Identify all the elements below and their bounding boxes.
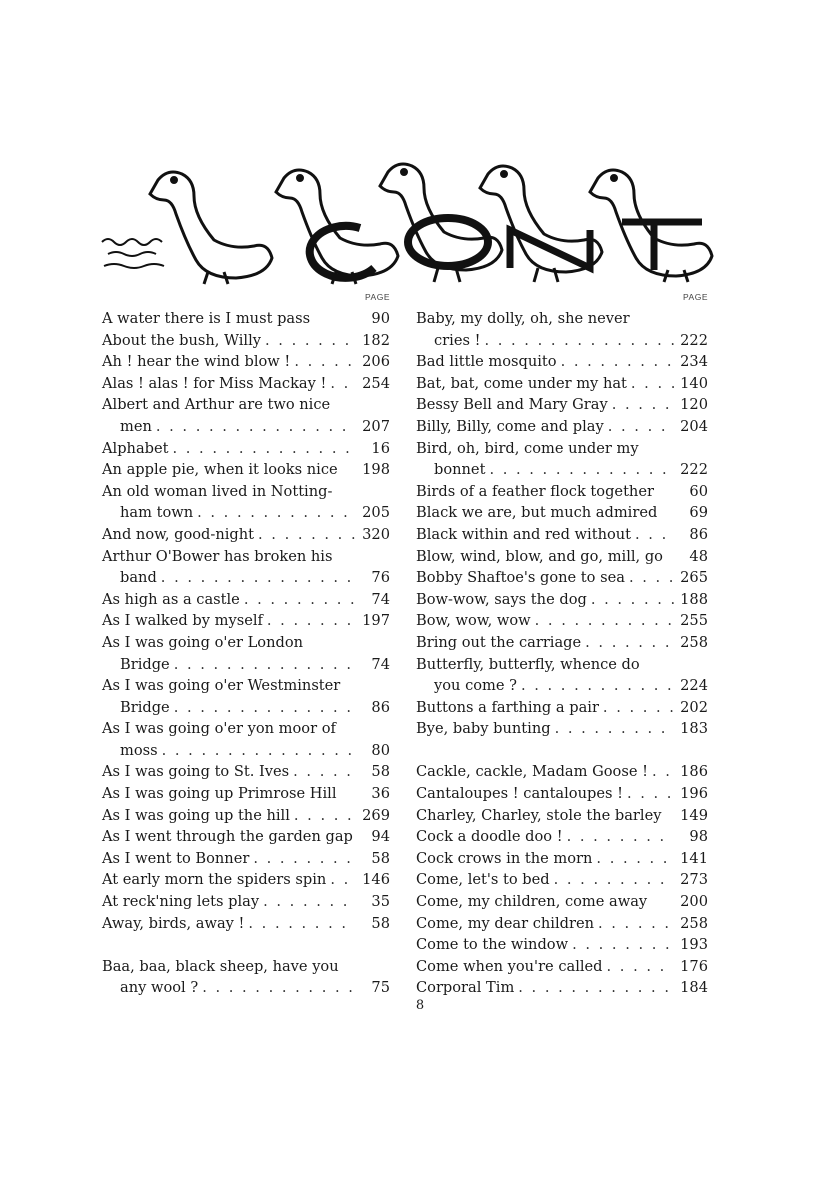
entry-title: Butterfly, butterfly, whence do <box>416 655 640 673</box>
ground-scribble-icon <box>102 239 164 268</box>
index-column-left <box>102 292 390 999</box>
entry-title: At reck'ning lets play <box>102 893 260 911</box>
entry-title: Bridge <box>120 655 170 673</box>
dot-leader <box>604 416 674 438</box>
entry-page-number: 206 <box>362 353 390 371</box>
entry-title: Come when you're called <box>416 957 603 975</box>
entry-page-number: 141 <box>680 849 708 867</box>
spacer <box>661 805 674 827</box>
dot-leader <box>648 761 674 783</box>
spacer <box>310 308 356 330</box>
index-entry <box>102 805 390 827</box>
index-entry <box>102 373 390 395</box>
entry-title: Bow-wow, says the dog <box>416 590 587 608</box>
goose-1-icon <box>150 172 272 284</box>
index-entry <box>416 891 708 913</box>
entry-title: Bridge <box>120 698 170 716</box>
goose-4-n-icon <box>480 166 602 282</box>
entry-title: And now, good-night <box>102 525 255 543</box>
dot-leader <box>480 330 674 352</box>
index-entry <box>102 546 390 589</box>
entry-title: Come, my children, come away <box>416 893 648 911</box>
spacer <box>337 783 356 805</box>
entry-page-number: 149 <box>680 806 708 824</box>
entry-page-number: 182 <box>362 331 390 349</box>
entry-page-number: 234 <box>680 353 708 371</box>
dot-leader <box>198 977 356 999</box>
dot-leader <box>261 330 356 352</box>
index-entry <box>102 848 390 870</box>
spacer <box>639 438 674 460</box>
index-entry <box>416 632 708 654</box>
entry-page-number: 255 <box>680 612 708 630</box>
entry-title: Bessy Bell and Mary Gray <box>416 396 608 414</box>
entry-title: Birds of a feather flock together <box>416 482 654 500</box>
index-entry <box>416 718 708 740</box>
entry-page-number: 183 <box>680 720 708 738</box>
entry-title: band <box>120 569 157 587</box>
entry-page-number: 146 <box>362 871 390 889</box>
spacer <box>663 546 674 568</box>
dot-leader <box>485 459 674 481</box>
index-entry <box>416 524 708 546</box>
index-entry <box>416 697 708 719</box>
dot-leader <box>170 654 356 676</box>
entry-page-placeholder <box>674 308 708 330</box>
index-entry <box>102 761 390 783</box>
page-column-label: PAGE <box>683 292 708 302</box>
goose-header-illustration <box>98 158 718 288</box>
dot-leader <box>608 394 674 416</box>
entry-page-number: 86 <box>689 525 708 543</box>
entry-title: As high as a castle <box>102 590 240 608</box>
entry-title: As I was going o'er yon moor of <box>102 720 336 738</box>
spacer <box>654 481 674 503</box>
entry-title: Blow, wind, blow, and go, mill, go <box>416 547 663 565</box>
entry-title: you come ? <box>434 677 517 695</box>
dot-leader <box>249 848 356 870</box>
index-column-right <box>416 292 708 999</box>
index-entry <box>416 805 708 827</box>
entry-page-placeholder <box>356 394 390 416</box>
entry-title: any wool ? <box>120 979 199 997</box>
dot-leader <box>152 416 356 438</box>
index-entry <box>416 308 708 351</box>
dot-leader <box>170 697 356 719</box>
dot-leader <box>557 351 674 373</box>
dot-leader <box>563 826 674 848</box>
dot-leader <box>550 869 674 891</box>
entry-page-number: 140 <box>680 374 708 392</box>
entry-title: Albert and Arthur are two nice <box>102 396 331 414</box>
dot-leader <box>599 697 674 719</box>
dot-leader <box>587 589 674 611</box>
index-entry <box>416 977 708 999</box>
dot-leader <box>531 610 674 632</box>
entry-page-number: 258 <box>680 633 708 651</box>
entry-page-number: 58 <box>371 763 390 781</box>
entry-page-number: 193 <box>680 936 708 954</box>
index-entry <box>102 610 390 632</box>
entry-page-placeholder <box>356 675 390 697</box>
entry-title: As I was going up the hill <box>102 806 290 824</box>
index-entry <box>416 869 708 891</box>
index-entry <box>416 934 708 956</box>
index-entry <box>416 438 708 481</box>
index-entry <box>416 567 708 589</box>
index-entry <box>416 589 708 611</box>
dot-leader <box>592 848 674 870</box>
entry-page-number: 200 <box>680 893 708 911</box>
dot-leader <box>594 913 674 935</box>
spacer <box>640 654 674 676</box>
entry-page-number: 76 <box>371 569 390 587</box>
index-entry <box>102 675 390 718</box>
dot-leader <box>240 589 356 611</box>
entry-title: Cackle, cackle, Madam Goose ! <box>416 763 648 781</box>
page-number: 8 <box>415 998 425 1013</box>
dot-leader <box>244 913 356 935</box>
dot-leader <box>581 632 674 654</box>
entry-title: Come, let's to bed <box>416 871 550 889</box>
entry-title: An apple pie, when it looks nice <box>102 461 338 479</box>
entry-page-number: 207 <box>362 417 390 435</box>
entry-title: Cock crows in the morn <box>416 849 593 867</box>
entry-title: Baa, baa, black sheep, have you <box>102 957 339 975</box>
dot-leader <box>263 610 356 632</box>
index-entry <box>102 826 390 848</box>
index-entry <box>416 826 708 848</box>
entry-page-number: 80 <box>371 741 390 759</box>
entry-title: Bow, wow, wow <box>416 612 531 630</box>
entry-page-number: 58 <box>371 914 390 932</box>
dot-leader <box>623 783 674 805</box>
index-entry <box>102 438 390 460</box>
entry-page-number: 205 <box>362 504 390 522</box>
entry-list <box>102 308 390 999</box>
index-entry <box>102 913 390 935</box>
entry-page-number: 198 <box>362 461 390 479</box>
dot-leader <box>193 502 356 524</box>
entry-page-placeholder <box>674 654 708 676</box>
index-entry <box>416 546 708 568</box>
entry-title: As I went to Bonner <box>102 849 250 867</box>
index-entry <box>416 416 708 438</box>
entry-title: An old woman lived in Notting- <box>102 482 333 500</box>
dot-leader <box>627 373 674 395</box>
entry-title: Cantaloupes ! cantaloupes ! <box>416 785 623 803</box>
entry-title: Corporal Tim <box>416 979 515 997</box>
entry-page-number: 74 <box>371 590 390 608</box>
index-entry <box>102 394 390 437</box>
entry-page-number: 36 <box>371 785 390 803</box>
spacer <box>330 394 356 416</box>
index-entry <box>416 956 708 978</box>
entry-title: As I walked by myself <box>102 612 263 630</box>
spacer <box>647 891 674 913</box>
entry-title: Black we are, but much admired <box>416 504 658 522</box>
entry-page-number: 186 <box>680 763 708 781</box>
spacer <box>336 718 356 740</box>
index-entry <box>102 330 390 352</box>
entry-page-number: 273 <box>680 871 708 889</box>
entry-page-number: 60 <box>689 482 708 500</box>
entry-title: Away, birds, away ! <box>102 914 245 932</box>
entry-page-number: 204 <box>680 417 708 435</box>
entry-list <box>416 308 708 999</box>
index-entry <box>102 481 390 524</box>
entry-title: Bat, bat, come under my hat <box>416 374 627 392</box>
entry-page-number: 69 <box>689 504 708 522</box>
entry-page-number: 98 <box>689 828 708 846</box>
entry-page-number: 202 <box>680 698 708 716</box>
entry-title: As I was going up Primrose Hill <box>102 785 337 803</box>
dot-leader <box>290 351 356 373</box>
entry-title: Charley, Charley, stole the barley <box>416 806 662 824</box>
index-entry <box>416 761 708 783</box>
entry-title: men <box>120 417 152 435</box>
index-entry <box>102 956 390 999</box>
entry-page-number: 258 <box>680 914 708 932</box>
dot-leader <box>290 805 356 827</box>
dot-leader <box>169 438 357 460</box>
entry-page-number: 188 <box>680 590 708 608</box>
dot-leader <box>326 373 356 395</box>
entry-title: Buttons a farthing a pair <box>416 698 599 716</box>
entry-title: Alas ! alas ! for Miss Mackay ! <box>102 374 327 392</box>
index-entry <box>416 610 708 632</box>
dot-leader <box>631 524 674 546</box>
entry-page-placeholder <box>356 481 390 503</box>
dot-leader <box>551 718 674 740</box>
dot-leader <box>158 740 356 762</box>
entry-title: Bobby Shaftoe's gone to sea <box>416 569 625 587</box>
entry-page-number: 90 <box>371 310 390 327</box>
entry-title: Billy, Billy, come and play <box>416 417 604 435</box>
index-entry <box>416 373 708 395</box>
index-entry <box>102 351 390 373</box>
entry-page-number: 16 <box>371 439 390 457</box>
entry-page-number: 197 <box>362 612 390 630</box>
index-entry <box>416 913 708 935</box>
spacer <box>339 956 356 978</box>
index-entry <box>416 394 708 416</box>
entry-title: Black within and red without <box>416 525 632 543</box>
dot-leader <box>603 956 674 978</box>
page-column-label: PAGE <box>365 292 390 302</box>
entry-page-placeholder <box>356 632 390 654</box>
dot-leader <box>289 761 356 783</box>
index-entry <box>102 459 390 481</box>
dot-leader <box>517 675 674 697</box>
entry-title: A water there is I must pass <box>102 310 311 327</box>
entry-page-placeholder <box>356 956 390 978</box>
entry-title: Cock a doodle doo ! <box>416 828 563 846</box>
entry-title: As I was going o'er Westminster <box>102 677 341 695</box>
dot-leader <box>157 567 356 589</box>
entry-page-number: 74 <box>371 655 390 673</box>
index-entry <box>102 891 390 913</box>
entry-page-number: 184 <box>680 979 708 997</box>
entry-page-number: 48 <box>689 547 708 565</box>
entry-page-number: 35 <box>371 893 390 911</box>
entry-page-number: 222 <box>680 461 708 479</box>
entry-page-number: 75 <box>371 979 390 997</box>
goose-5-t-icon <box>590 170 712 282</box>
entry-title: As I was going o'er London <box>102 633 304 651</box>
entry-page-number: 120 <box>680 396 708 414</box>
entry-page-number: 58 <box>371 849 390 867</box>
entry-page-number: 94 <box>371 828 390 846</box>
entry-title: About the bush, Willy <box>102 331 262 349</box>
spacer <box>332 546 356 568</box>
entry-page-number: 224 <box>680 677 708 695</box>
entry-title: Alphabet <box>102 439 169 457</box>
index-entry <box>102 524 390 546</box>
dot-leader <box>326 869 356 891</box>
dot-leader <box>568 934 674 956</box>
dot-leader <box>259 891 356 913</box>
dot-leader <box>514 977 674 999</box>
index-entry <box>102 718 390 761</box>
entry-page-number: 176 <box>680 957 708 975</box>
entry-title: cries ! <box>434 331 481 349</box>
section-gap <box>102 934 390 956</box>
entry-title: ham town <box>120 504 194 522</box>
index-entry <box>416 654 708 697</box>
spacer <box>303 632 356 654</box>
section-gap <box>416 740 708 762</box>
entry-page-number: 254 <box>362 374 390 392</box>
entry-title: As I was going to St. Ives <box>102 763 290 781</box>
entry-page-number: 269 <box>362 806 390 824</box>
index-entry <box>102 632 390 675</box>
entry-page-placeholder <box>674 438 708 460</box>
entry-title: Ah ! hear the wind blow ! <box>102 353 291 371</box>
entry-page-placeholder <box>356 546 390 568</box>
entry-title: Bird, oh, bird, come under my <box>416 439 639 457</box>
spacer <box>630 308 674 330</box>
entry-title: moss <box>120 741 158 759</box>
entry-page-number: 320 <box>362 525 390 543</box>
entry-title: Baby, my dolly, oh, she never <box>416 310 630 327</box>
index-entry <box>416 502 708 524</box>
index-entry <box>102 869 390 891</box>
entry-title: At early morn the spiders spin <box>102 871 327 889</box>
index-entry <box>416 481 708 503</box>
index-entry <box>102 783 390 805</box>
index-entry <box>102 308 390 330</box>
index-entry <box>416 351 708 373</box>
entry-title: Come to the window <box>416 936 569 954</box>
entry-title: Arthur O'Bower has broken his <box>102 547 333 565</box>
entry-title: bonnet <box>434 461 486 479</box>
entry-page-number: 86 <box>371 698 390 716</box>
entry-title: As I went through the garden gap <box>102 828 353 846</box>
entry-page-number: 222 <box>680 331 708 349</box>
index-entry <box>416 783 708 805</box>
spacer <box>340 675 356 697</box>
dot-leader <box>625 567 674 589</box>
dot-leader <box>254 524 356 546</box>
spacer <box>332 481 356 503</box>
entry-page-placeholder <box>356 718 390 740</box>
entry-title: Bye, baby bunting <box>416 720 551 738</box>
entry-page-number: 265 <box>680 569 708 587</box>
entry-title: Come, my dear children <box>416 914 594 932</box>
entry-title: Bring out the carriage <box>416 633 582 651</box>
index-entry <box>102 589 390 611</box>
index-entry <box>416 848 708 870</box>
entry-page-number: 196 <box>680 785 708 803</box>
spacer <box>657 502 674 524</box>
spacer <box>338 459 356 481</box>
entry-title: Bad little mosquito <box>416 353 557 371</box>
